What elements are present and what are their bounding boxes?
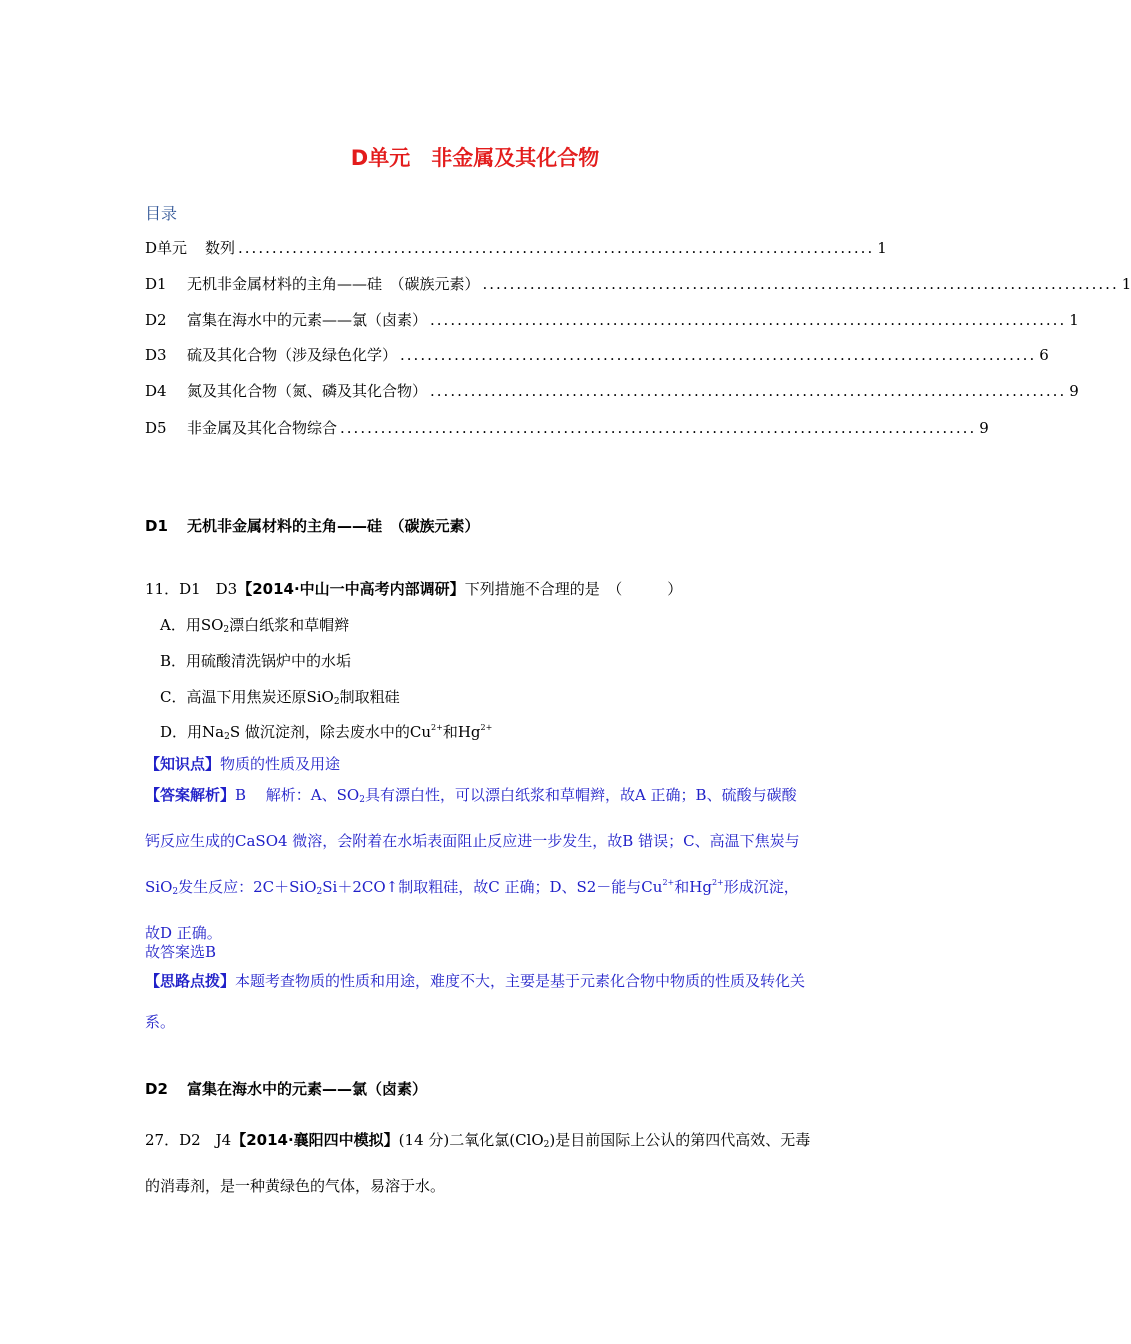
subscript: 2	[543, 1140, 550, 1150]
toc-entry[interactable]	[145, 417, 989, 439]
toc-entry-code: D4	[145, 382, 167, 400]
section-title: 无机非金属材料的主角——硅 （碳族元素）	[187, 517, 480, 535]
toc-entry[interactable]	[145, 237, 887, 259]
option-d	[160, 721, 492, 742]
question-text: )是目前国际上公认的第四代高效、无毒的消毒剂，是一种黄绿色的气体，易溶于水。	[145, 1131, 811, 1195]
option-a-text-cont: 漂白纸浆和草帽辫	[229, 616, 350, 634]
toc-entry-page: 1	[1069, 311, 1079, 329]
toc-leader-dots: ..............................................................................................	[430, 382, 1067, 400]
question-11-stem	[145, 578, 682, 599]
toc-entry-text: 数列	[205, 239, 236, 257]
superscript: 2+	[711, 878, 724, 887]
option-a-text: A．用SO	[160, 616, 224, 634]
subscript: 2	[223, 625, 230, 635]
hint-text: 本题考查物质的性质和用途，难度不大，主要是基于元素化合物中物质的性质及转化关系。	[145, 972, 806, 1031]
question-text: 下列措施不合理的是 （ ）	[464, 580, 683, 598]
toc-leader-dots: ..............................................................................................	[400, 346, 1037, 364]
question-text: (14 分)二氧化氯(ClO	[398, 1131, 544, 1149]
subscript: 2	[359, 795, 365, 805]
section-title: 富集在海水中的元素——氯（卤素）	[187, 1080, 428, 1098]
toc-leader-dots: ..............................................................................................	[238, 239, 875, 257]
analysis-text: 和Hg	[674, 878, 712, 896]
question-source: 【2014·襄阳四中模拟】	[231, 1131, 399, 1149]
subscript: 2	[316, 887, 323, 897]
analysis-text: B 解析：A、SO	[235, 786, 360, 804]
final-answer: 故答案选B	[145, 943, 217, 961]
superscript: 2+	[480, 723, 493, 732]
section-code: D2	[145, 1080, 168, 1098]
subscript: 2	[333, 697, 340, 707]
subscript: 2	[172, 887, 179, 897]
question-number: 11．D1 D3	[145, 580, 238, 598]
option-c-text: C．高温下用焦炭还原SiO	[160, 688, 334, 706]
toc-entry[interactable]	[145, 273, 1131, 295]
toc-entry-text: 无机非金属材料的主角——硅 （碳族元素）	[187, 275, 480, 293]
analysis-label: 【答案解析】	[145, 786, 236, 804]
superscript: 2+	[662, 878, 675, 887]
section-code: D1	[145, 517, 168, 535]
analysis-text: 具有漂白性，可以漂白纸浆和草帽辫，故A 正确；B、硫酸与碳酸钙反应生成的CaSO4 微溶，会附着在水垢表面阻止反应进一步发生，故B 错误；C、高温下焦炭与SiO	[145, 786, 800, 896]
toc-heading: 目录	[145, 204, 178, 223]
option-c-text-cont: 制取粗硅	[339, 688, 400, 706]
solution-hint	[145, 961, 811, 1043]
toc-entry-text: 硫及其化合物（涉及绿色化学）	[187, 346, 398, 364]
toc-entry-page: 1	[877, 239, 887, 257]
analysis-text: 发生反应：2C＋SiO	[178, 878, 317, 896]
toc-entry-code: D2	[145, 311, 167, 329]
toc-leader-dots: ..............................................................................................	[340, 419, 977, 437]
knowledge-label: 【知识点】	[145, 755, 221, 773]
toc-entry-text: 氮及其化合物（氮、磷及其化合物）	[187, 382, 428, 400]
option-d-text: D．用Na	[160, 723, 225, 741]
knowledge-text: 物质的性质及用途	[220, 755, 341, 773]
toc-entry-page: 6	[1039, 346, 1049, 364]
toc-entry-text: 富集在海水中的元素——氯（卤素）	[187, 311, 428, 329]
toc-entry-page: 1	[1121, 275, 1131, 293]
toc-entry-code: D单元	[145, 239, 188, 257]
knowledge-point	[145, 753, 340, 774]
option-b-text: B．用硫酸清洗锅炉中的水垢	[160, 652, 352, 670]
option-d-text-cont: 和Hg	[442, 723, 481, 741]
option-a	[160, 614, 349, 635]
option-b	[160, 650, 351, 671]
toc-entry-text: 非金属及其化合物综合	[187, 419, 338, 437]
question-number: 27．D2 J4	[145, 1131, 232, 1149]
subscript: 2	[224, 732, 230, 742]
section-heading-d1	[145, 515, 480, 536]
toc-entry-page: 9	[979, 419, 989, 437]
question-source: 【2014·中山一中高考内部调研】	[237, 580, 465, 598]
question-27-stem	[145, 1120, 811, 1207]
page-title: D单元 非金属及其化合物	[350, 146, 600, 170]
toc-leader-dots: ..............................................................................................	[430, 311, 1067, 329]
analysis-text: Si＋2CO↑制取粗硅，故C 正确；D、S2－能与Cu	[322, 878, 663, 896]
toc-leader-dots: ..............................................................................................	[482, 275, 1119, 293]
toc-entry-code: D1	[145, 275, 167, 293]
toc-entry[interactable]	[145, 380, 1079, 402]
toc-entry-code: D5	[145, 419, 167, 437]
toc-entry[interactable]	[145, 344, 1049, 366]
toc-entry-code: D3	[145, 346, 167, 364]
analysis-text: 形成沉淀，故D 正确。	[145, 878, 799, 942]
section-heading-d2	[145, 1078, 427, 1099]
option-c	[160, 686, 400, 707]
option-d-text-cont: S 做沉淀剂，除去废水中的Cu	[229, 723, 432, 741]
toc-entry[interactable]	[145, 309, 1079, 331]
toc-entry-page: 9	[1069, 382, 1079, 400]
hint-label: 【思路点拨】	[145, 972, 236, 990]
superscript: 2+	[431, 723, 443, 732]
answer-analysis	[145, 775, 811, 954]
